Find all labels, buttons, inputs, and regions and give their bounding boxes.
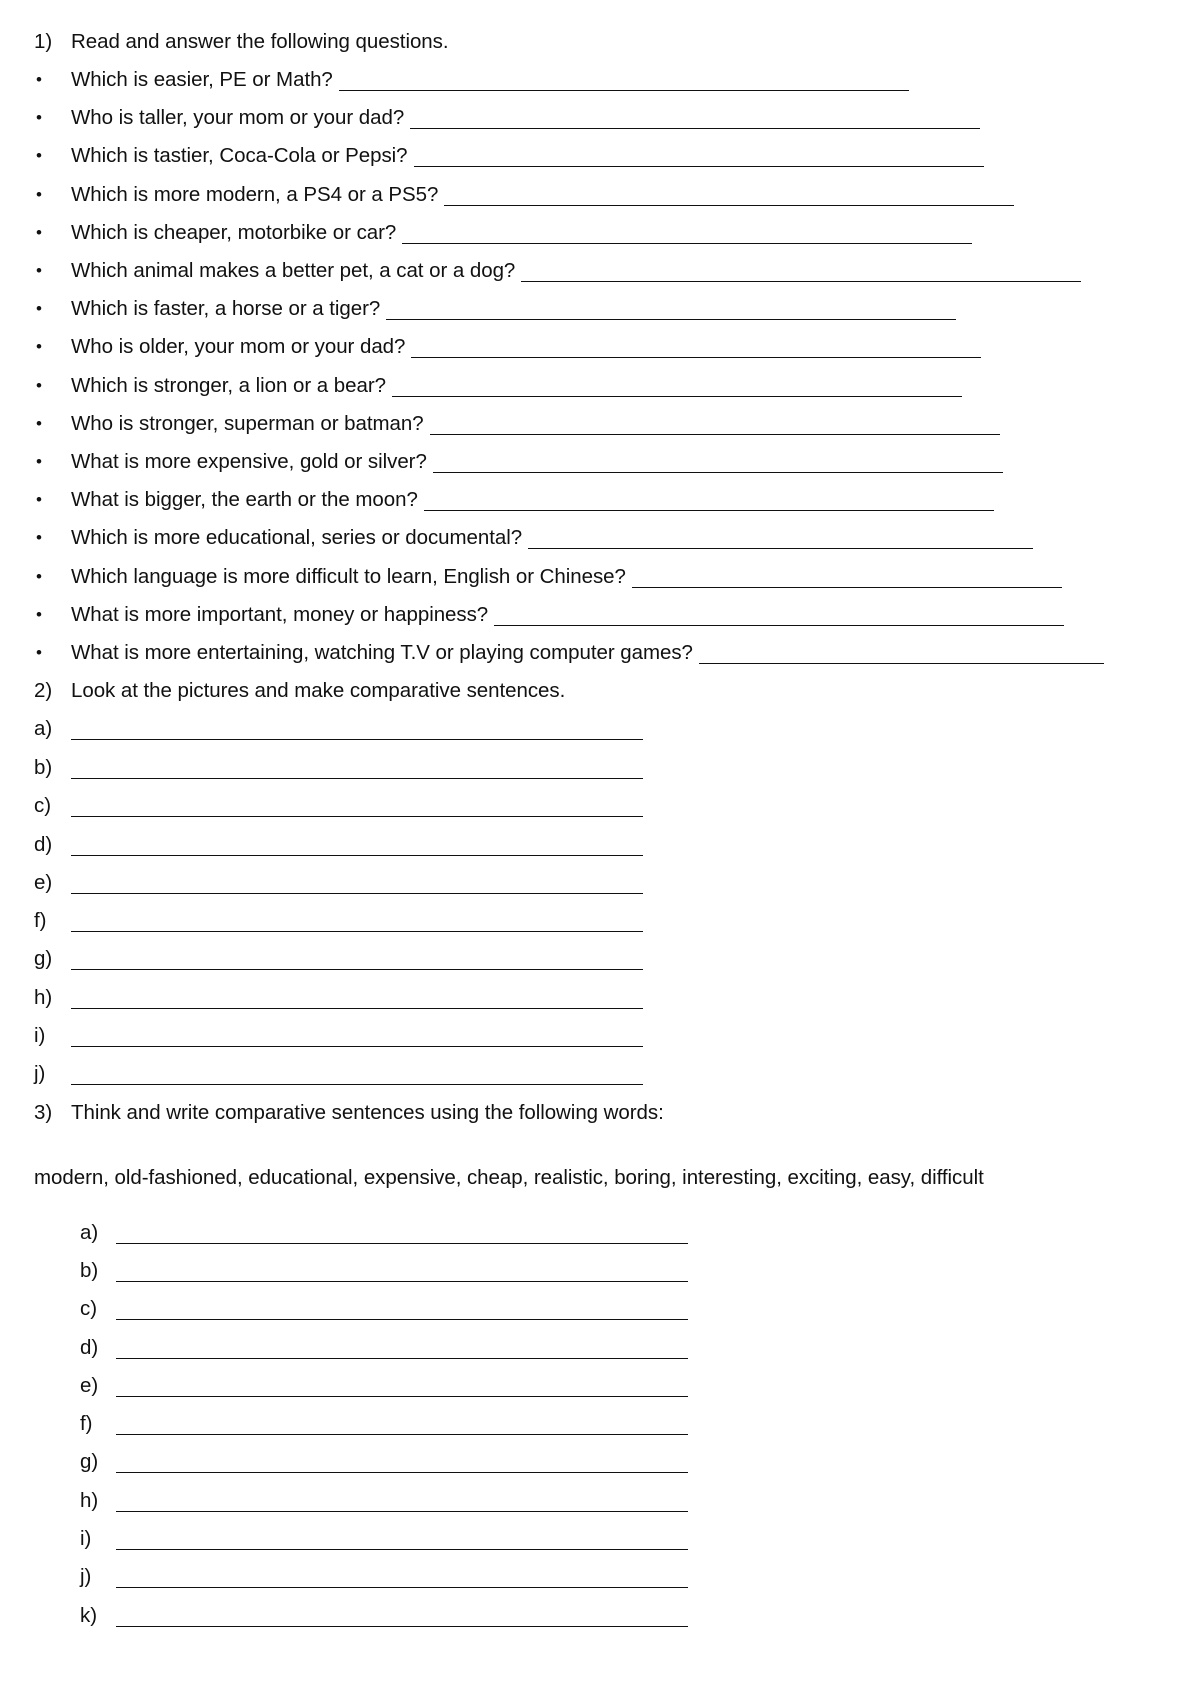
word-bank: modern, old-fashioned, educational, expensive, cheap, realistic, boring, interesting, exciting, easy, difficult xyxy=(34,1166,984,1189)
question-text: Which is easier, PE or Math? xyxy=(71,68,333,91)
answer-line[interactable] xyxy=(521,280,1081,282)
bullet: • xyxy=(36,185,42,204)
question-text: Which is stronger, a lion or a bear? xyxy=(71,374,386,397)
answer-line[interactable] xyxy=(632,586,1062,588)
question-text: Which is cheaper, motorbike or car? xyxy=(71,221,397,244)
question-text: Which language is more difficult to learn, English or Chinese? xyxy=(71,565,626,588)
bullet: • xyxy=(36,414,42,433)
answer-line[interactable] xyxy=(402,242,972,244)
answer-line[interactable] xyxy=(71,1045,643,1047)
question-text: What is bigger, the earth or the moon? xyxy=(71,488,418,511)
answer-line[interactable] xyxy=(494,624,1064,626)
answer-line[interactable] xyxy=(71,1083,643,1085)
section-instruction: Read and answer the following questions. xyxy=(71,30,449,53)
item-letter: d) xyxy=(34,833,53,856)
answer-line[interactable] xyxy=(528,547,1033,549)
bullet: • xyxy=(36,528,42,547)
bullet: • xyxy=(36,490,42,509)
item-letter: i) xyxy=(34,1024,46,1047)
item-letter: j) xyxy=(34,1062,46,1085)
answer-line[interactable] xyxy=(339,89,909,91)
item-letter: f) xyxy=(34,909,47,932)
item-letter: c) xyxy=(80,1297,97,1320)
item-letter: f) xyxy=(80,1412,93,1435)
section-number: 1) xyxy=(34,30,53,53)
item-letter: e) xyxy=(80,1374,99,1397)
answer-line[interactable] xyxy=(71,930,643,932)
question-text: Who is older, your mom or your dad? xyxy=(71,335,406,358)
section-number: 2) xyxy=(34,679,53,702)
answer-line[interactable] xyxy=(430,433,1000,435)
item-letter: b) xyxy=(34,756,53,779)
bullet: • xyxy=(36,567,42,586)
answer-line[interactable] xyxy=(410,127,980,129)
item-letter: j) xyxy=(80,1565,92,1588)
answer-line[interactable] xyxy=(71,968,643,970)
question-text: What is more important, money or happiness? xyxy=(71,603,489,626)
item-letter: h) xyxy=(34,986,53,1009)
question-text: Which is more modern, a PS4 or a PS5? xyxy=(71,183,439,206)
question-text: Who is stronger, superman or batman? xyxy=(71,412,424,435)
item-letter: i) xyxy=(80,1527,92,1550)
bullet: • xyxy=(36,70,42,89)
item-letter: e) xyxy=(34,871,53,894)
answer-line[interactable] xyxy=(424,509,994,511)
answer-line[interactable] xyxy=(71,777,643,779)
answer-line[interactable] xyxy=(71,1007,643,1009)
answer-line[interactable] xyxy=(116,1586,688,1588)
answer-line[interactable] xyxy=(116,1625,688,1627)
item-letter: b) xyxy=(80,1259,99,1282)
item-letter: c) xyxy=(34,794,51,817)
question-text: Who is taller, your mom or your dad? xyxy=(71,106,405,129)
bullet: • xyxy=(36,261,42,280)
answer-line[interactable] xyxy=(71,738,643,740)
section-number: 3) xyxy=(34,1101,53,1124)
answer-line[interactable] xyxy=(116,1242,688,1244)
item-letter: h) xyxy=(80,1489,99,1512)
question-text: Which is tastier, Coca-Cola or Pepsi? xyxy=(71,144,408,167)
item-letter: a) xyxy=(80,1221,99,1244)
bullet: • xyxy=(36,452,42,471)
answer-line[interactable] xyxy=(392,395,962,397)
section-instruction: Look at the pictures and make comparative sentences. xyxy=(71,679,566,702)
question-text: Which animal makes a better pet, a cat or a dog? xyxy=(71,259,516,282)
question-text: What is more expensive, gold or silver? xyxy=(71,450,427,473)
answer-line[interactable] xyxy=(71,892,643,894)
question-text: What is more entertaining, watching T.V or playing computer games? xyxy=(71,641,693,664)
answer-line[interactable] xyxy=(386,318,956,320)
answer-line[interactable] xyxy=(433,471,1003,473)
answer-line[interactable] xyxy=(116,1357,688,1359)
section-instruction: Think and write comparative sentences using the following words: xyxy=(71,1101,664,1124)
item-letter: g) xyxy=(80,1450,99,1473)
bullet: • xyxy=(36,299,42,318)
bullet: • xyxy=(36,223,42,242)
item-letter: k) xyxy=(80,1604,97,1627)
answer-line[interactable] xyxy=(444,204,1014,206)
answer-line[interactable] xyxy=(699,662,1104,664)
bullet: • xyxy=(36,108,42,127)
answer-line[interactable] xyxy=(116,1395,688,1397)
answer-line[interactable] xyxy=(116,1510,688,1512)
question-text: Which is more educational, series or documental? xyxy=(71,526,523,549)
answer-line[interactable] xyxy=(116,1280,688,1282)
answer-line[interactable] xyxy=(116,1318,688,1320)
answer-line[interactable] xyxy=(411,356,981,358)
item-letter: d) xyxy=(80,1336,99,1359)
bullet: • xyxy=(36,146,42,165)
bullet: • xyxy=(36,337,42,356)
answer-line[interactable] xyxy=(116,1433,688,1435)
item-letter: g) xyxy=(34,947,53,970)
item-letter: a) xyxy=(34,717,53,740)
bullet: • xyxy=(36,376,42,395)
bullet: • xyxy=(36,643,42,662)
question-text: Which is faster, a horse or a tiger? xyxy=(71,297,381,320)
answer-line[interactable] xyxy=(116,1471,688,1473)
bullet: • xyxy=(36,605,42,624)
answer-line[interactable] xyxy=(71,854,643,856)
answer-line[interactable] xyxy=(116,1548,688,1550)
answer-line[interactable] xyxy=(414,165,984,167)
answer-line[interactable] xyxy=(71,815,643,817)
